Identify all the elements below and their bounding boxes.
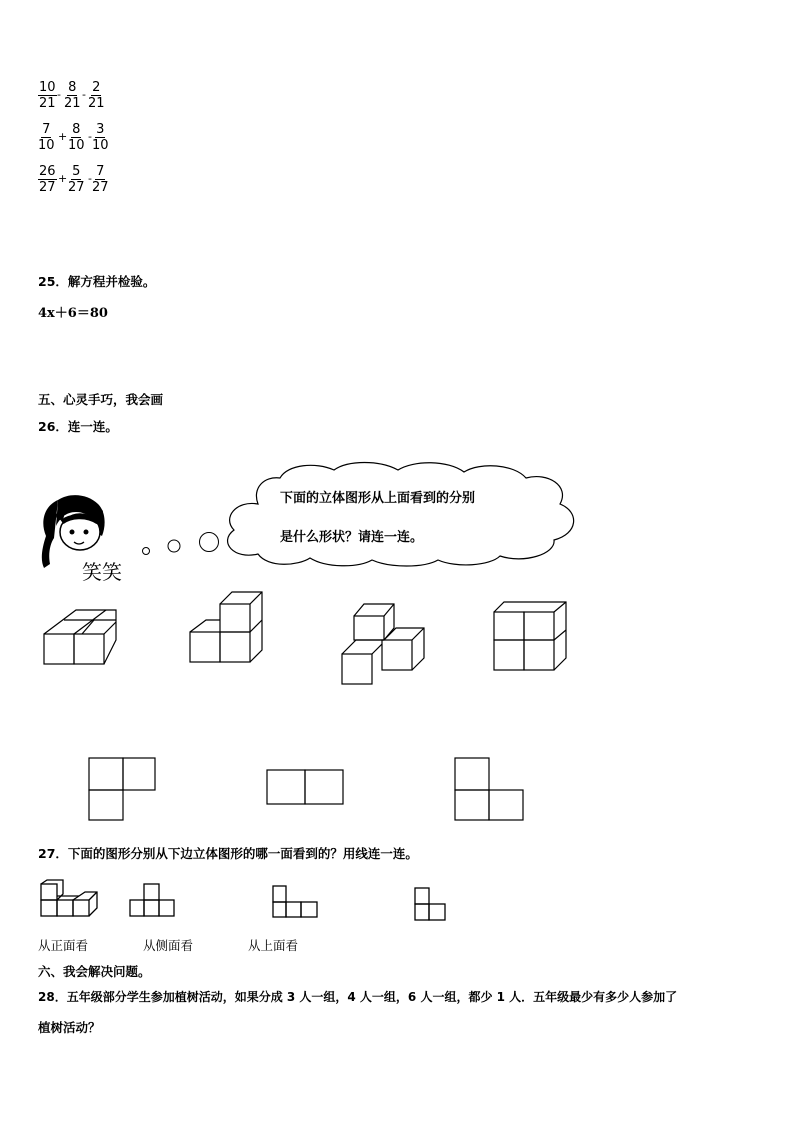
question-25-title: 25．解方程并检验。 — [38, 274, 156, 289]
q27-view-shape-3[interactable] — [412, 886, 450, 924]
cube-figure-2[interactable] — [186, 590, 266, 666]
question-28-line-1: 28．五年级部分学生参加植树活动，如果分成 3 人一组，4 人一组，6 人一组，都少 1 人．五年级最少有多少人参加了 — [38, 990, 678, 1004]
q27-view-shape-2[interactable] — [270, 884, 322, 920]
view-label-side: 从侧面看 — [143, 938, 194, 953]
thought-bubbles — [138, 528, 222, 558]
fraction: $\frac{2}{21}$ — [88, 80, 105, 111]
girl-caption: 笑笑 — [82, 560, 122, 584]
top-view-shape-1[interactable] — [86, 756, 158, 822]
question-28-line-2: 植树活动？ — [38, 1020, 101, 1035]
top-view-shape-3[interactable] — [452, 756, 526, 822]
section-5-title: 五、心灵手巧，我会画 — [38, 392, 164, 407]
fraction: $\frac{7}{27}$ — [92, 164, 109, 195]
fraction: $\frac{10}{21}$ — [39, 80, 56, 111]
fraction: $\frac{8}{21}$ — [64, 80, 81, 111]
fraction: $\frac{5}{27}$ — [68, 164, 85, 195]
operator: - — [57, 88, 61, 101]
operator: - — [82, 88, 86, 101]
cloud-text-line-2: 是什么形状？请连一连。 — [280, 530, 424, 545]
view-label-top: 从上面看 — [248, 938, 299, 953]
fraction: $\frac{8}{10}$ — [68, 122, 85, 153]
cube-figure-1[interactable] — [40, 606, 126, 668]
question-27-title: 27．下面的图形分别从下边立体图形的哪一面看到的？用线连一连。 — [38, 846, 418, 861]
cloud-text-line-1: 下面的立体图形从上面看到的分别 — [280, 491, 476, 506]
fraction: $\frac{3}{10}$ — [92, 122, 109, 153]
cube-figure-4[interactable] — [488, 598, 574, 674]
operator: - — [88, 130, 92, 143]
cube-figure-3[interactable] — [336, 600, 432, 690]
section-6-title: 六、我会解决问题。 — [38, 964, 151, 979]
q27-view-shape-1[interactable] — [128, 880, 180, 918]
question-26-title: 26．连一连。 — [38, 419, 118, 434]
thought-cloud — [218, 460, 584, 568]
operator: + — [58, 172, 68, 185]
question-25-equation: 4x＋6＝80 — [38, 306, 108, 321]
operator: + — [58, 130, 68, 143]
fraction: $\frac{26}{27}$ — [39, 164, 56, 195]
view-label-front: 从正面看 — [38, 938, 89, 953]
fraction: $\frac{7}{10}$ — [38, 122, 55, 153]
q27-solid-figure[interactable] — [38, 878, 102, 920]
top-view-shape-2[interactable] — [264, 768, 348, 808]
operator: - — [88, 172, 92, 185]
